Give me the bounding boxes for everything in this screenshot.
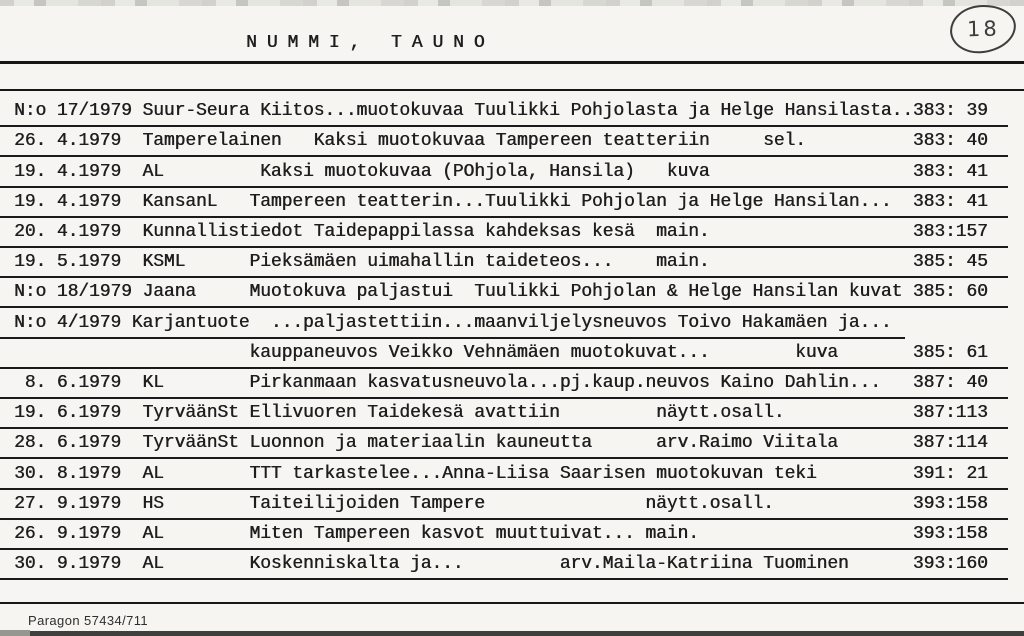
entry-text: AL — [142, 161, 164, 182]
entry-text: KansanL — [142, 191, 218, 212]
footer-code: Paragon 57434/711 — [28, 613, 149, 628]
entry-date: 27. 9.1979 — [14, 493, 122, 514]
page-number: 18 — [966, 16, 1000, 42]
entry-ref: 393:160 — [912, 554, 988, 575]
table-row — [0, 367, 1008, 399]
entry-text: näytt.osall. — [656, 403, 785, 424]
entry-text: AL — [142, 554, 164, 575]
entry-text: arv.Maila-Katriina Tuominen — [559, 554, 849, 575]
table-row — [0, 427, 1008, 459]
footer-rule — [0, 602, 1024, 604]
entry-date: 30. 8.1979 — [14, 463, 122, 484]
entry-text: Suur-Seura — [142, 101, 250, 122]
table-row — [0, 186, 1008, 218]
entry-text: KSML — [142, 252, 186, 273]
entry-date: 26. 9.1979 — [14, 523, 122, 544]
table-row — [0, 457, 1008, 489]
entry-text: Ellivuoren Taidekesä avattiin — [249, 403, 560, 424]
entry-text: HS — [142, 493, 164, 514]
scan-bottom-edge — [30, 631, 1024, 636]
table-row — [0, 548, 1008, 580]
entry-text: Kunnallistiedot — [142, 221, 303, 242]
entry-date: N:o 18/1979 — [14, 282, 132, 303]
entry-ref: 385: 61 — [912, 342, 988, 363]
entry-date: Karjantuote — [131, 312, 250, 333]
entry-ref: 383: 40 — [912, 131, 988, 152]
entry-ref: 393:158 — [912, 523, 988, 544]
entry-text: Tamperelainen — [142, 131, 282, 152]
entry-text: kauppaneuvos Veikko Vehnämäen muotokuvat... — [249, 342, 710, 363]
entry-text: Luonnon ja materiaalin kauneutta — [249, 433, 592, 454]
entry-date: N:o 17/1979 — [14, 101, 132, 122]
entry-text: sel. — [763, 131, 806, 152]
entry-text: Kaksi muotokuvaa (POhjola, Hansila) — [260, 161, 635, 182]
entry-text: TTT tarkastelee...Anna-Liisa Saarisen muotokuvan teki — [249, 463, 817, 484]
entry-text: TyrväänSt — [142, 433, 239, 454]
entry-text: Miten Tampereen kasvot muuttuivat... — [249, 523, 635, 544]
table-row — [0, 216, 1008, 248]
entry-ref: 391: 21 — [912, 463, 988, 484]
entry-text: kuva — [795, 342, 838, 363]
entry-text: ...paljastettiin...maanviljelysneuvos Toivo Hakamäen ja... — [270, 312, 892, 333]
entry-ref: 383: 41 — [912, 191, 988, 212]
entry-ref: 383: 41 — [912, 161, 988, 182]
table-row — [0, 306, 905, 338]
table-row — [0, 95, 1008, 127]
entry-ref: 393:158 — [912, 493, 988, 514]
table-row — [0, 337, 1008, 369]
entry-text: Tampereen teatterin...Tuulikki Pohjolan ja Helge Hansilan... — [249, 191, 892, 212]
entry-date: 19. 4.1979 — [14, 191, 122, 212]
entry-date: 20. 4.1979 — [14, 221, 122, 242]
entry-text: Pirkanmaan kasvatusneuvola...pj.kaup.neuvos Kaino Dahlin... — [249, 372, 881, 393]
entry-text: Taidepappilassa kahdeksas kesä — [313, 221, 635, 242]
entry-text: Pieksämäen uimahallin taideteos... — [249, 252, 614, 273]
entry-text: Taiteilijoiden Tampere — [249, 493, 485, 514]
entry-text: TyrväänSt — [142, 403, 239, 424]
entry-text: main. — [645, 523, 699, 544]
entry-date: 30. 9.1979 — [14, 554, 122, 575]
entry-ref: 385: 45 — [912, 252, 988, 273]
entry-date: 26. 4.1979 — [14, 131, 122, 152]
entry-date: 8. 6.1979 — [14, 372, 122, 393]
scan-corner-mark — [0, 630, 30, 636]
entry-ref: 383: 39 — [912, 101, 988, 122]
entry-text: näytt.osall. — [645, 493, 774, 514]
entry-text: main. — [656, 252, 710, 273]
table-row — [0, 246, 1008, 278]
entry-text: Kiitos...muotokuvaa Tuulikki Pohjolasta ja Helge Hansilasta.. — [260, 101, 913, 122]
entry-text: arv.Raimo Viitala — [656, 433, 838, 454]
entry-ref: 387:113 — [912, 403, 988, 424]
entry-ref: 387: 40 — [912, 372, 988, 393]
entry-ref: 387:114 — [912, 433, 988, 454]
entry-ref: 385: 60 — [912, 282, 988, 303]
page-title: NUMMI, TAUNO — [246, 33, 495, 53]
entry-text: Muotokuva paljastui Tuulikki Pohjolan & Helge Hansilan kuvat — [249, 282, 903, 303]
table-row — [0, 397, 1008, 429]
entry-date: 19. 6.1979 — [14, 403, 122, 424]
entry-text: main. — [656, 221, 710, 242]
entry-date: 19. 4.1979 — [14, 161, 122, 182]
entry-date: 28. 6.1979 — [14, 433, 122, 454]
table-row — [0, 518, 1008, 550]
entry-text: KL — [142, 372, 164, 393]
entry-text: Koskenniskalta ja... — [249, 554, 464, 575]
entry-ref: 383:157 — [912, 221, 988, 242]
entry-text: AL — [142, 523, 164, 544]
entry-text: kuva — [666, 161, 710, 182]
entry-text: AL — [142, 463, 164, 484]
entry-text: Kaksi muotokuvaa Tampereen teatteriin — [313, 131, 710, 152]
table-row — [0, 276, 1008, 308]
entry-date: N:o 4/1979 — [14, 312, 122, 333]
table-row — [0, 125, 1008, 157]
table-row — [0, 155, 1008, 187]
entry-date: 19. 5.1979 — [14, 252, 122, 273]
table-row — [0, 488, 1008, 520]
entry-text: Jaana — [142, 282, 196, 303]
